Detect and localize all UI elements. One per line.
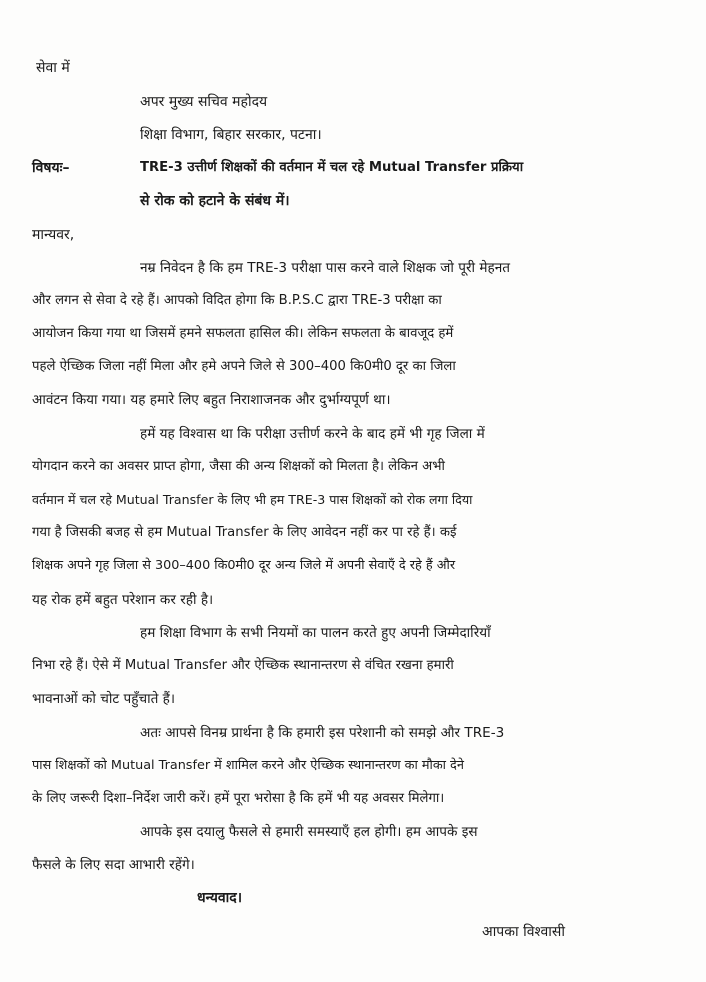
- paragraph-5-line: फैसले के लिए सदा आभारी रहेंगे।: [32, 857, 195, 873]
- paragraph-2-line: शिक्षक अपने गृह जिला से 300–400 कि0मी0 दूर अन्य जिले में अपनी सेवाएँ दे रहे हैं और: [32, 558, 456, 573]
- paragraph-1-line: आयोजन किया गया था जिसमें हमने सफलता हासिल की। लेकिन सफलता के बावजूद हमें: [32, 326, 454, 341]
- paragraph-1-line: पहले ऐच्छिक जिला नहीं मिला और हमे अपने जिले से 300–400 कि0मी0 दूर का जिला: [32, 359, 456, 374]
- paragraph-3-line: भावनाओं को चोट पहुँचाते हैं।: [32, 691, 176, 707]
- paragraph-1-line: आवंटन किया गया। यह हमारे लिए बहुत निराशाजनक और दुर्भाग्यपूर्ण था।: [32, 392, 391, 408]
- addressee-title: अपर मुख्य सचिव महोदय: [140, 94, 268, 110]
- paragraph-3-line: हम शिक्षा विभाग के सभी नियमों का पालन करते हुए अपनी जिम्मेदारियाँ: [140, 625, 491, 641]
- subject-line-2: से रोक को हटाने के संबंध में।: [140, 193, 290, 209]
- paragraph-1-line: और लगन से सेवा दे रहे हैं। आपको विदित होगा कि B.P.S.C द्वारा TRE-3 परीक्षा का: [32, 293, 442, 308]
- closing-signature: आपका विश्वासी: [482, 924, 565, 940]
- paragraph-5-line: आपके इस दयालु फैसले से हमारी समस्याएँ हल होगी। हम आपके इस: [140, 824, 478, 840]
- thanks: धन्यवाद।: [197, 890, 243, 906]
- paragraph-2-line: योगदान करने का अवसर प्राप्त होगा, जैसा की अन्य शिक्षकों को मिलता है। लेकिन अभी: [32, 459, 445, 474]
- addressee-department: शिक्षा विभाग, बिहार सरकार, पटना।: [140, 127, 322, 143]
- paragraph-4-line: अतः आपसे विनम्र प्रार्थना है कि हमारी इस परेशानी को समझे और TRE-3: [140, 725, 505, 741]
- paragraph-2-line: यह रोक हमें बहुत परेशान कर रही है।: [32, 592, 214, 608]
- paragraph-4-line: के लिए जरूरी दिशा–निर्देश जारी करें। हमें पूरा भरोसा है कि हमें भी यह अवसर मिलेगा।: [32, 791, 445, 806]
- greeting: मान्यवर,: [32, 227, 75, 243]
- paragraph-4-line: पास शिक्षकों को Mutual Transfer में शामिल करने और ऐच्छिक स्थानान्तरण का मौका देने: [32, 758, 464, 773]
- paragraph-3-line: निभा रहे हैं। ऐसे में Mutual Transfer और ऐच्छिक स्थानान्तरण से वंचित रखना हमारी: [32, 658, 454, 673]
- subject-label: विषयः–: [32, 160, 70, 176]
- paragraph-2-line: गया है जिसकी बजह से हम Mutual Transfer के लिए आवेदन नहीं कर पा रहे हैं। कई: [32, 525, 457, 540]
- paragraph-2-line: हमें यह विश्वास था कि परीक्षा उत्तीर्ण करने के बाद हमें भी गृह जिला में: [140, 426, 485, 442]
- paragraph-2-line: वर्तमान में चल रहे Mutual Transfer के लिए भी हम TRE-3 पास शिक्षकों को रोक लगा दिया: [32, 492, 473, 507]
- subject-line-1: TRE-3 उत्तीर्ण शिक्षकों की वर्तमान में चल रहे Mutual Transfer प्रक्रिया: [140, 160, 524, 175]
- paragraph-1-line: नम्र निवेदन है कि हम TRE-3 परीक्षा पास करने वाले शिक्षक जो पूरी मेहनत: [140, 260, 510, 276]
- salutation-to: सेवा में: [36, 60, 70, 76]
